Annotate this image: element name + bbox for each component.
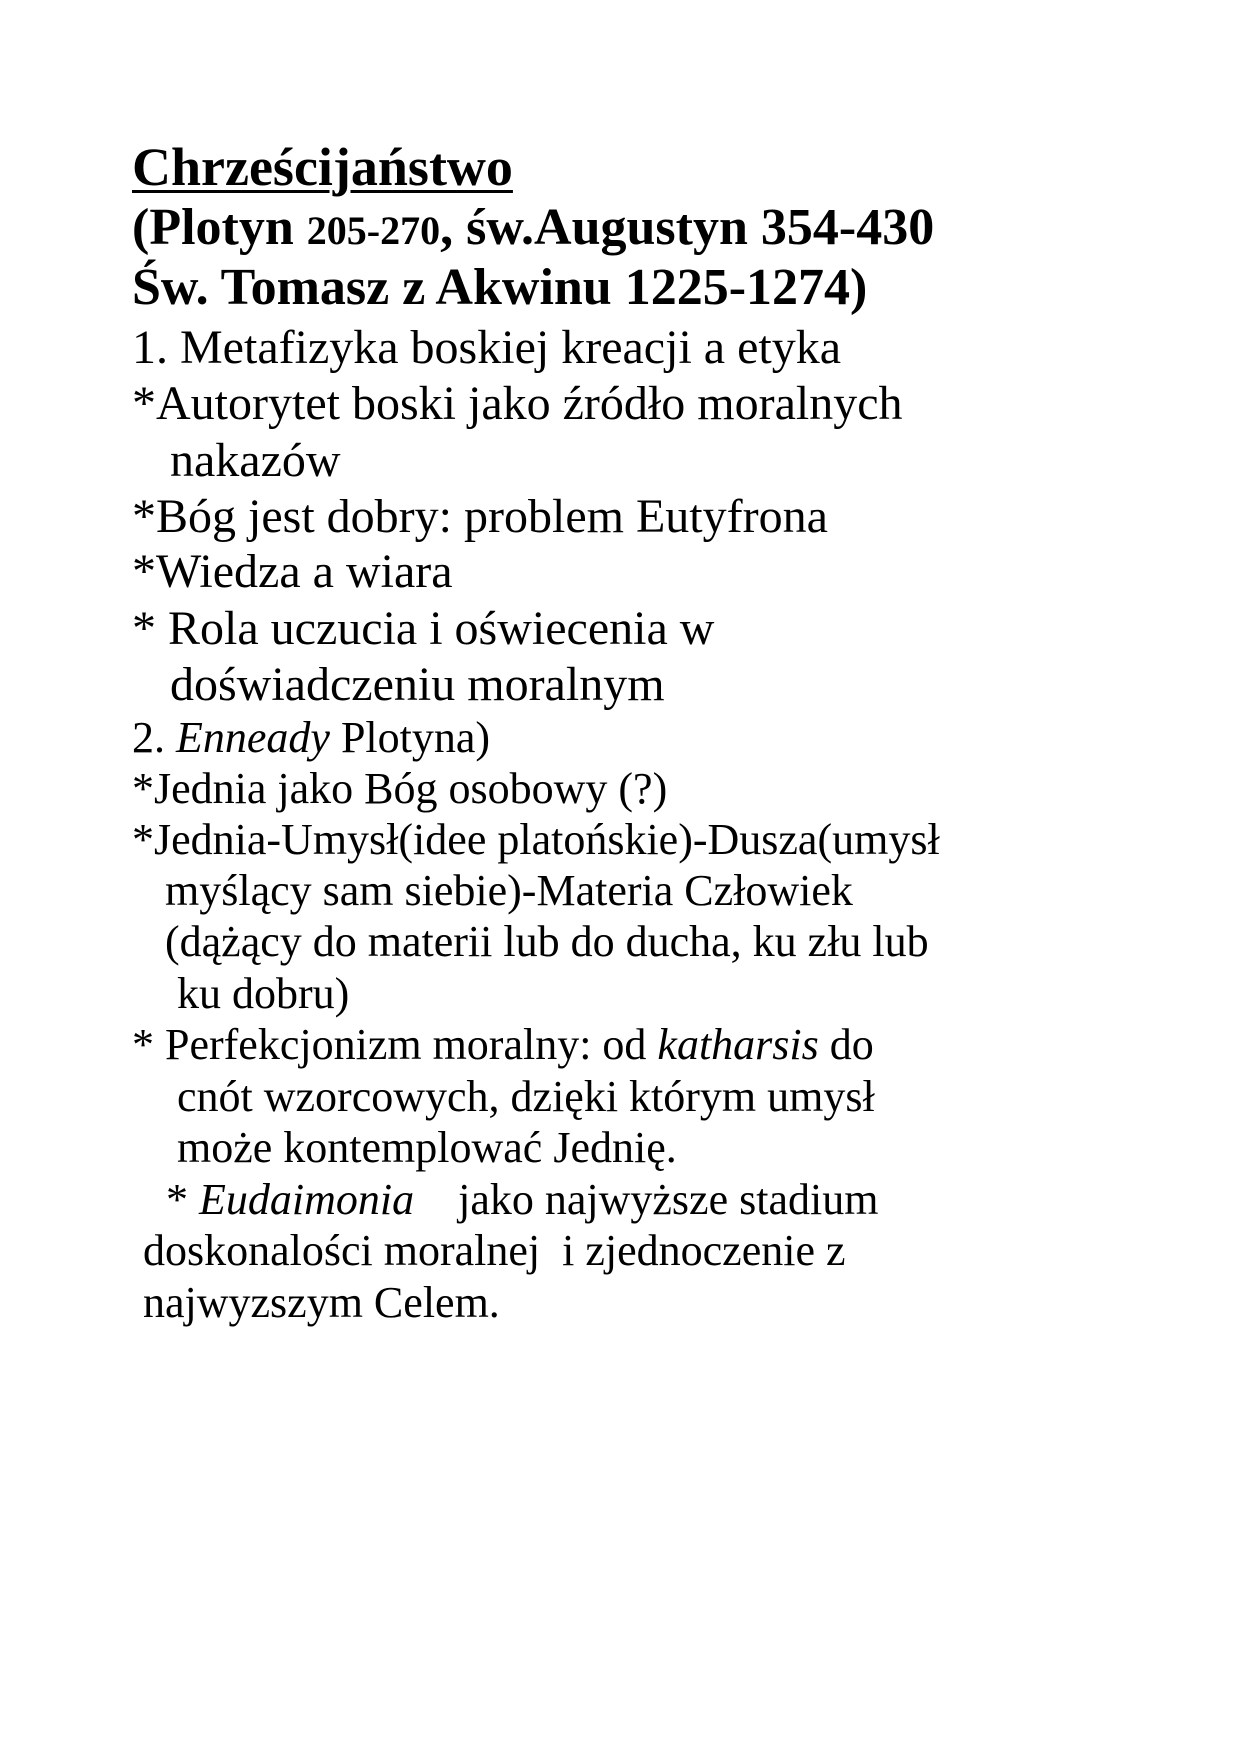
section2-bullet1: *Jednia jako Bóg osobowy (?) (132, 764, 668, 813)
section2-bullet4-text-b: jako najwyższe stadium (414, 1175, 879, 1224)
section1-bullet4-line1: * Rola uczucia i oświecenia w (132, 602, 715, 655)
section1-bullet4-line2: doświadczeniu moralnym (170, 658, 665, 711)
section2-bullet3-line3: może kontemplować Jednię. (177, 1123, 677, 1172)
subtitle-part-a: (Plotyn (132, 199, 307, 256)
section2-bullet4-text-a: * (166, 1175, 199, 1224)
section2-bullet3-line1 (132, 1020, 874, 1069)
subtitle-dates-plotyn: 205-270 (306, 208, 441, 253)
section2-bullet3-text-a: * Perfekcjonizm moralny: od (132, 1020, 658, 1069)
section2-bullet4-line1 (166, 1175, 879, 1224)
section1-bullet1-line2: nakazów (170, 434, 341, 487)
section1-bullet2: *Bóg jest dobry: problem Eutyfrona (132, 490, 828, 543)
section1-bullet1-line1: *Autorytet boski jako źródło moralnych (132, 377, 903, 430)
section2-heading-rest: Plotyna) (329, 713, 491, 762)
section2-bullet2-line3: (dążący do materii lub do ducha, ku złu lub (165, 917, 929, 966)
section1-heading: 1. Metafizyka boskiej kreacji a etyka (132, 321, 842, 374)
section2-bullet2-line4: ku dobru) (177, 969, 350, 1018)
section2-bullet3-line2: cnót wzorcowych, dzięki którym umysł (177, 1072, 875, 1121)
section2-bullet3-italic: katharsis (657, 1020, 819, 1069)
section2-heading-number: 2. (132, 713, 176, 762)
section1-bullet3: *Wiedza a wiara (132, 545, 453, 598)
subtitle-line-1 (132, 199, 935, 256)
section2-bullet2-line1: *Jednia-Umysł(idee platońskie)-Dusza(umysł (132, 815, 940, 864)
section2-heading-italic: Enneady (176, 713, 330, 762)
section2-bullet3-text-b: do (818, 1020, 874, 1069)
section2-bullet2-line2: myślący sam siebie)-Materia Człowiek (165, 866, 853, 915)
subtitle-line-2: Św. Tomasz z Akwinu 1225-1274) (132, 259, 868, 316)
subtitle-part-c: , św.Augustyn 354-430 (440, 199, 935, 256)
section2-bullet4-line3: najwyzszym Celem. (143, 1278, 500, 1327)
section2-heading (132, 713, 491, 762)
section2-bullet4-line2: doskonalości moralnej i zjednoczenie z (143, 1226, 846, 1275)
section2-bullet4-italic: Eudaimonia (199, 1175, 415, 1224)
document-title: Chrześcijaństwo (132, 137, 513, 197)
